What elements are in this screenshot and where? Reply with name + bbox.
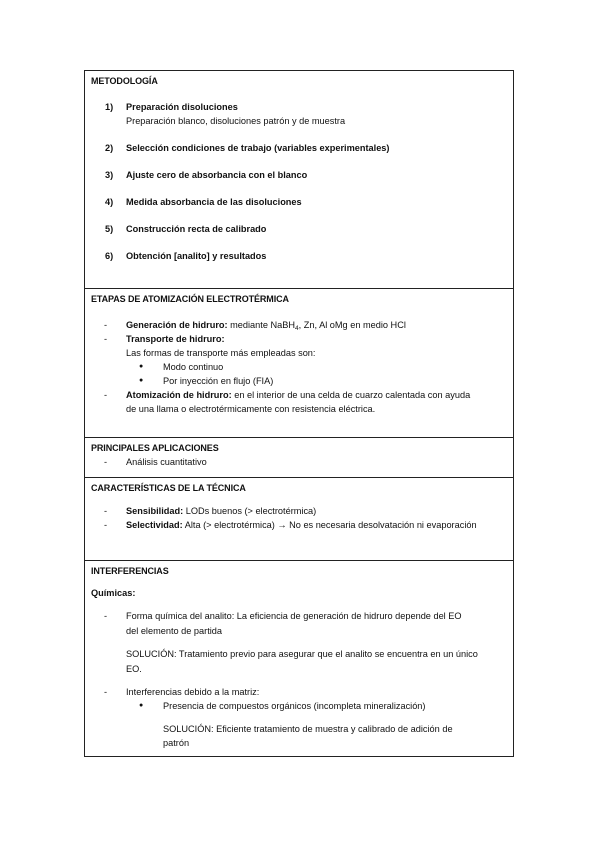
section-metodologia: METODOLOGÍA 1) Preparación disoluciones Preparación blanco, disoluciones patrón y de muestra 2) Selección condiciones de trabajo (variables experimentales) 3) Ajuste cero de absorbancia con el blanco 4) Medida absorbancia de las disoluciones 5) Construcción recta de calibrado 6) Obtención [analito] y resultados — [84, 70, 514, 289]
atom-text-line2: de una llama o electrotérmicamente con resistencia eléctrica. — [126, 404, 376, 414]
subsection-title: Químicas: — [91, 588, 136, 598]
section-title: METODOLOGÍA — [91, 76, 158, 86]
section-title: INTERFERENCIAS — [91, 566, 169, 576]
solution-text: SOLUCIÓN: Tratamiento previo para asegurar que el analito se encuentra en un único — [126, 649, 478, 659]
section-interferencias: INTERFERENCIAS Químicas: - Forma química del analito: La eficiencia de generación de hidruro depende del EO del elemento de partida SOLUCIÓN: Tratamiento previo para asegurar que el analito se encuentra en un único EO. - Interferencias debido a la matriz: ● Presencia de compuestos orgánicos (incompleta mineralización) SOLUCIÓN: Eficiente tratamiento de muestra y calibrado de adición de patrón — [84, 560, 514, 757]
section-title: CARACTERÍSTICAS DE LA TÉCNICA — [91, 483, 246, 493]
forma-line2: del elemento de partida — [126, 626, 223, 636]
section-etapas: ETAPAS DE ATOMIZACIÓN ELECTROTÉRMICA - Generación de hidruro: mediante NaBH$_4$, Zn, Al oMg en medio HCl - Transporte de hidruro: Las formas de transporte más empleadas son: ● Modo continuo ● Por inyección en flujo (FIA) - Atomización de hidruro: en el interior de una celda de cuarzo calentada con ayuda de una llama o electrotérmicamente con resistencia eléctrica. — [84, 288, 514, 438]
section-aplicaciones: PRINCIPALES APLICACIONES - Análisis cuantitativo — [84, 437, 514, 478]
solution-text-line2: patrón — [163, 738, 190, 748]
step-detail: Preparación blanco, disoluciones patrón y de muestra — [126, 116, 346, 126]
transport-text: Las formas de transporte más empleadas son: — [126, 348, 316, 358]
section-title: ETAPAS DE ATOMIZACIÓN ELECTROTÉRMICA — [91, 294, 289, 304]
solution-text: SOLUCIÓN: Eficiente tratamiento de muestra y calibrado de adición de — [163, 724, 453, 734]
solution-text-line2: EO. — [126, 664, 142, 674]
section-caracteristicas: CARACTERÍSTICAS DE LA TÉCNICA - Sensibilidad: LODs buenos (> electrotérmica) - Selectividad: Alta (> electrotérmica) → No es necesaria desolvatación ni evaporación — [84, 477, 514, 561]
section-title: PRINCIPALES APLICACIONES — [91, 443, 219, 453]
